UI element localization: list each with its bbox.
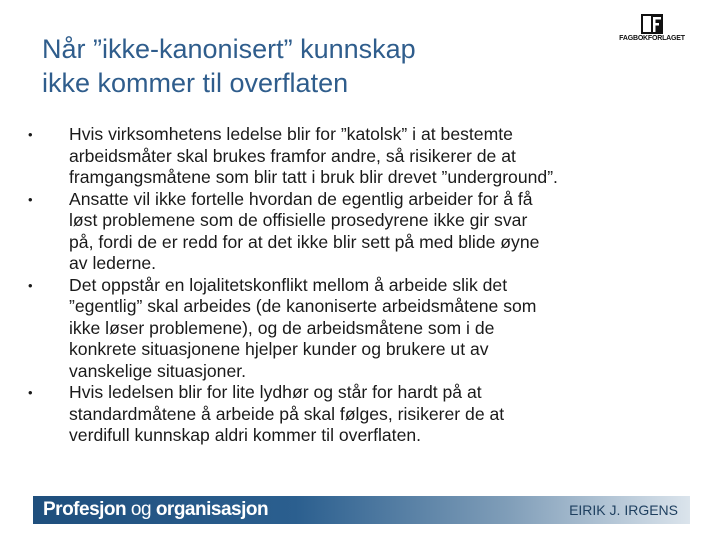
book-title-part-3: organisasjon — [155, 499, 269, 520]
bullet-line: på, fordi de er redd for at det ikke blir sett på med blide øyne — [69, 231, 540, 252]
author-name: EIRIK J. IRGENS — [569, 502, 678, 518]
slide-title — [42, 32, 582, 100]
bullet-item — [24, 124, 694, 189]
bullet-line: arbeidsmåter skal brukes framfor andre, så risikerer de at — [69, 145, 516, 166]
bullet-line: standardmåtene å arbeide på skal følges, risikerer de at — [69, 403, 505, 424]
bullet-line: ”egentlig” skal arbeides (de kanoniserte arbeidsmåtene som — [69, 296, 537, 316]
bullet-list — [24, 124, 694, 447]
bullet-line: vanskelige situasjoner. — [69, 360, 247, 381]
book-logo-icon — [641, 14, 663, 34]
book-title-part-2: og — [130, 499, 152, 520]
bullet-line: Ansatte vil ikke fortelle hvordan de egentlig arbeider for å få — [69, 188, 533, 209]
bullet-line: ikke løser problemene), og de arbeidsmåtene som i de — [69, 317, 495, 338]
bullet-line: av lederne. — [69, 253, 157, 273]
slide-title-line-1: Når ”ikke-kanonisert” kunnskap — [42, 34, 416, 64]
footer-bar — [33, 496, 690, 524]
bullet-item — [24, 382, 694, 447]
bullet-line: Hvis virksomhetens ledelse blir for ”katolsk” i at bestemte — [69, 124, 513, 144]
bullet-line: framgangsmåtene som blir tatt i bruk blir drevet ”underground”. — [69, 167, 558, 187]
bullet-item — [24, 275, 694, 383]
bullet-item — [24, 189, 694, 275]
bullet-marker: • — [28, 127, 33, 142]
bullet-line: verdifull kunnskap aldri kommer til overflaten. — [69, 425, 422, 445]
book-title-part-1: Profesjon — [43, 499, 127, 520]
slide-title-line-2: ikke kommer til overflaten — [42, 68, 349, 98]
bullet-line: løst problemene som de offisielle prosedyrene ikke gir svar — [69, 210, 528, 230]
book-title — [43, 499, 268, 521]
bullet-marker: • — [28, 191, 33, 207]
bullet-marker: • — [28, 277, 33, 293]
bullet-marker: • — [28, 385, 33, 400]
bullet-line: Hvis ledelsen blir for lite lydhør og står for hardt på at — [69, 382, 482, 402]
publisher-logo-text: FAGBOKFORLAGET — [619, 35, 685, 42]
publisher-logo — [617, 14, 687, 48]
bullet-line: Det oppstår en lojalitetskonflikt mellom å arbeide slik det — [69, 274, 508, 295]
bullet-line: konkrete situasjonene hjelper kunder og brukere ut av — [69, 339, 489, 359]
